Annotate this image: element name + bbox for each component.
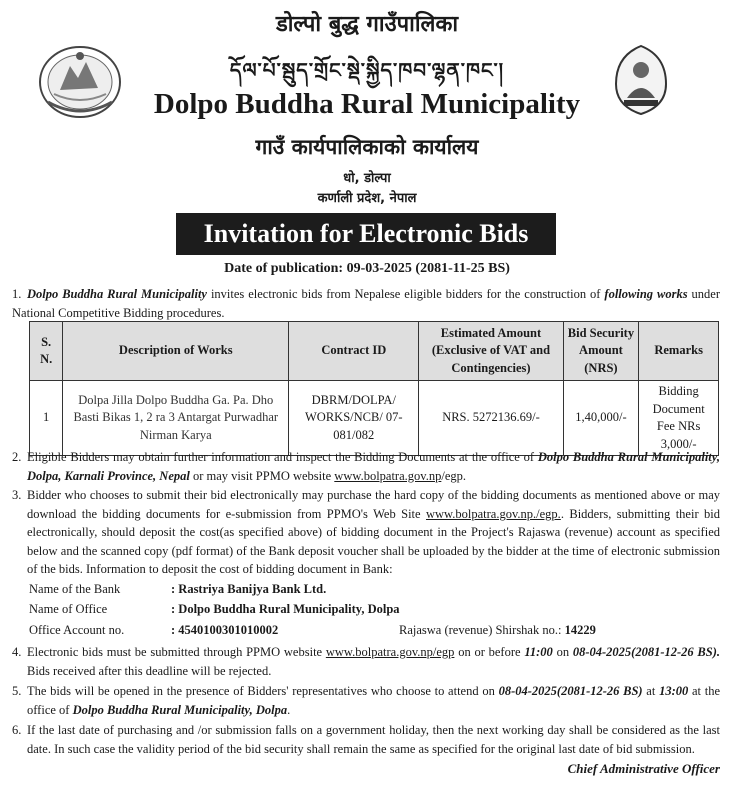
place-nepali: धो, डोल्पा (343, 171, 391, 186)
clause-text: If the last date of purchasing and /or submission falls on a government holiday, then the next working day shall be considered as the last date. In such case the validity period of the bid security shall remain the same as specified for the original last date of bid submission. (27, 723, 720, 756)
column-header: Bid Security Amount (NRS) (563, 322, 639, 381)
clause-6 (12, 721, 720, 758)
column-header: S. N. (30, 322, 63, 381)
clause-text: at the office of (27, 684, 721, 717)
bank-name-row (29, 579, 719, 599)
clause-1 (12, 285, 720, 322)
clause-text: Eligible Bidders may obtain further information and inspect the Bidding Documents at the office of (27, 450, 538, 464)
clause-text: The bids will be opened in the presence of Bidders' representatives who choose to attend on (27, 684, 499, 698)
table-header-row (30, 322, 719, 381)
cell-description: Dolpa Jilla Dolpo Buddha Ga. Pa. Dho Basti Bikas 1, 2 ra 3 Antargat Purwadhar Nirman Karya (63, 381, 289, 456)
column-header: Estimated Amount (Exclusive of VAT and Contingencies) (419, 322, 563, 381)
office-emphasis: Dolpo Buddha Rural Municipality, Dolpa, Karnali Province, Nepal (27, 450, 720, 483)
cell-sn: 1 (30, 381, 63, 456)
bolpatra-link[interactable]: www.bolpatra.gov.np (334, 468, 442, 483)
office-emphasis: Dolpo Buddha Rural Municipality, Dolpa (72, 702, 288, 717)
deadline-date: 08-04-2025(2081-12-26 BS). (572, 645, 720, 659)
bolpatra-link[interactable]: www.bolpatra.gov.np./egp. (426, 506, 561, 521)
clause-4 (12, 643, 720, 680)
table-row (30, 381, 719, 456)
clause-text: Bidder who chooses to submit their bid electronically may purchase the hard copy of the bidding documents as mentioned above or may download the bidding documents for e-submission from PPMO's Web Site (27, 488, 720, 521)
clause-number: 1. (12, 287, 22, 301)
office-name-row (29, 599, 719, 619)
clause-number: 4. (12, 645, 22, 659)
bolpatra-link[interactable]: www.bolpatra.gov.np/egp (325, 645, 455, 659)
clause-3 (12, 486, 720, 579)
account-row (29, 620, 719, 640)
shirshak-value: 14229 (564, 623, 596, 637)
clause-text: invites electronic bids from Nepalese eligible bidders for the construction of (206, 287, 605, 301)
org-name: Dolpo Buddha Rural Municipality (27, 287, 207, 301)
works-table (29, 321, 719, 456)
clause-text: . (287, 702, 291, 717)
column-header: Contract ID (289, 322, 419, 381)
opening-time: 13:00 (659, 684, 689, 698)
cell-estimated-amount: NRS. 5272136.69/- (419, 381, 563, 456)
works-emphasis: following works (604, 287, 688, 301)
shirshak (399, 620, 596, 640)
column-header: Remarks (639, 322, 719, 381)
clause-number: 2. (12, 450, 22, 464)
notice-banner: Invitation for Electronic Bids (176, 213, 556, 255)
title-nepali: डोल्पो बुद्ध गाउँपालिका (275, 12, 459, 37)
cell-bid-security: 1,40,000/- (563, 381, 639, 456)
title-tibetan: དོལ་པོ་སྦུད་གྲོང་སྡེ་སྐྱིད་ཁབ་ལྷན་ཁང་། (229, 58, 505, 82)
publication-date: Date of publication: 09-03-2025 (2081-11-25 BS) (224, 261, 510, 276)
letterhead (0, 0, 734, 210)
clause-2 (12, 448, 720, 485)
clause-number: 5. (12, 684, 22, 698)
province-nepali: कर्णाली प्रदेश, नेपाल (317, 191, 417, 206)
cell-contract-id: DBRM/DOLPA/ WORKS/NCB/ 07-081/082 (289, 381, 419, 456)
clause-text: at (642, 684, 660, 698)
column-header: Description of Works (63, 322, 289, 381)
clause-number: 6. (12, 723, 22, 737)
clause-text: or may visit PPMO website (189, 468, 335, 483)
opening-date: 08-04-2025(2081-12-26 BS) (498, 684, 643, 698)
clause-text: Electronic bids must be submitted through PPMO website (27, 645, 326, 659)
bank-value: : Rastriya Banijya Bank Ltd. (171, 582, 327, 596)
title-english: Dolpo Buddha Rural Municipality (153, 88, 581, 120)
shirshak-label: Rajaswa (revenue) Shirshak no.: (399, 623, 565, 637)
office-title-nepali: गाउँ कार्यपालिकाको कार्यालय (255, 135, 479, 159)
clause-text: under National Competitive Bidding procedures. (12, 287, 720, 320)
cell-remarks: Bidding Document Fee NRs 3,000/- (639, 381, 719, 456)
clause-text: /egp. (441, 468, 466, 483)
clause-5 (12, 682, 720, 719)
account-value: : 4540100301010002 (171, 623, 279, 637)
signature: Chief Administrative Officer (567, 761, 720, 776)
clause-text: on (552, 645, 573, 659)
office-value: : Dolpo Buddha Rural Municipality, Dolpa (171, 602, 400, 616)
bank-label: Name of the Bank (29, 582, 121, 596)
clause-text: . Bidders, submitting their bid electronically, should deposit the cost(as specified above) of bidding document in the Project's Rajaswa (revenue) account as specified below and the scanned copy (pdf format) of the Bank deposit voucher shall be uploaded by the bidder at the time of electronic submission of the bids. Information to deposit the cost of bidding document in Bank: (27, 506, 721, 576)
clause-text: on or before (454, 645, 525, 659)
deadline-time: 11:00 (524, 645, 553, 659)
office-label: Name of Office (29, 602, 108, 616)
account-label: Office Account no. (29, 623, 125, 637)
clause-text: Bids received after this deadline will be rejected. (27, 663, 272, 678)
clause-number: 3. (12, 488, 22, 502)
